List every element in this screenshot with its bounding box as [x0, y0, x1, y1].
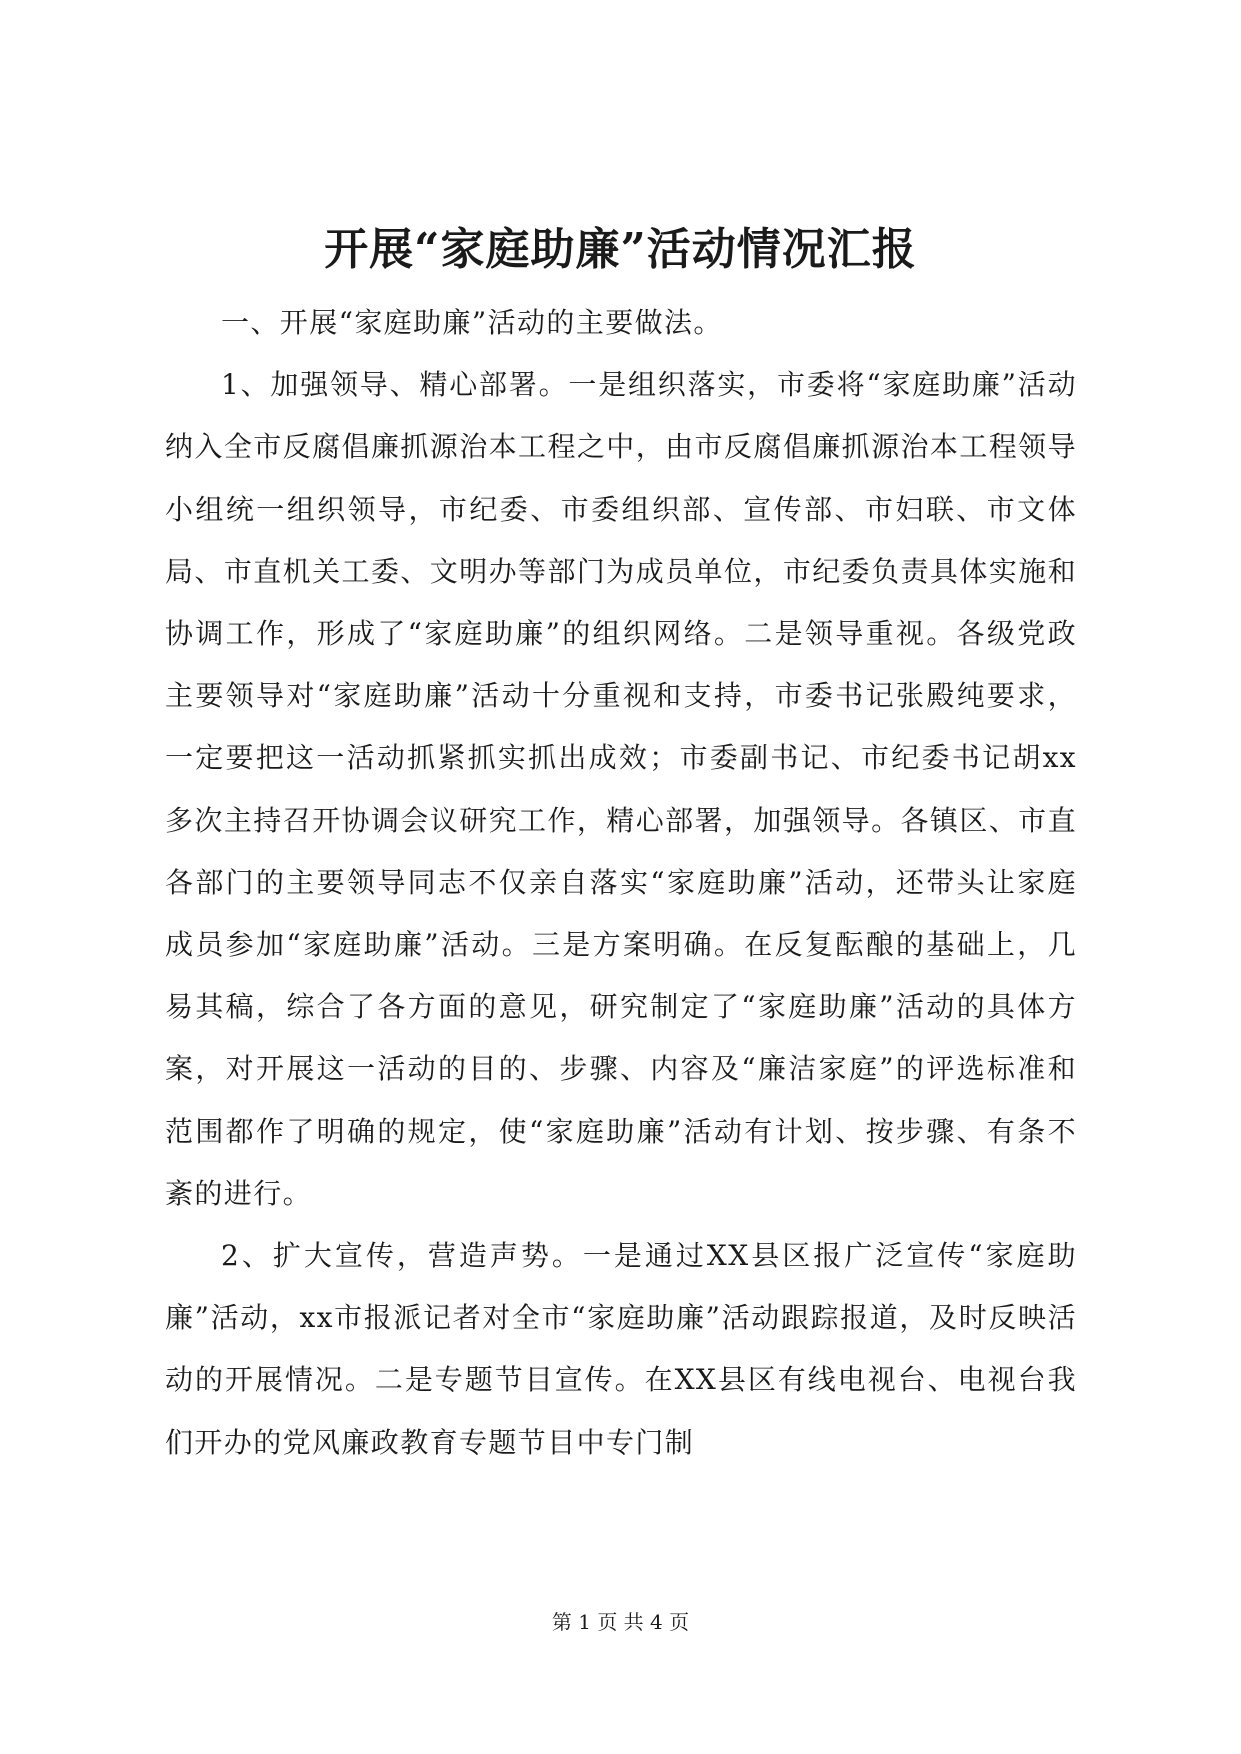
paragraph-publicity: 2、扩大宣传，营造声势。一是通过XX县区报广泛宣传“家庭助廉”活动，xx市报派记者对全市“家庭助廉”活动跟踪报道，及时反映活动的开展情况。二是专题节目宣传。在XX县区有线电视台、电视台我们开办的党风廉政教育专题节目中专门制	[165, 1239, 1077, 1459]
paragraph-leadership: 1、加强领导、精心部署。一是组织落实，市委将“家庭助廉”活动纳入全市反腐倡廉抓源治本工程之中，由市反腐倡廉抓源治本工程领导小组统一组织领导，市纪委、市委组织部、宣传部、市妇联、市文体局、市直机关工委、文明办等部门为成员单位，市纪委负责具体实施和协调工作，形成了“家庭助廉”的组织网络。二是领导重视。各级党政主要领导对“家庭助廉”活动十分重视和支持，市委书记张殿纯要求，一定要把这一活动抓紧抓实抓出成效；市委副书记、市纪委书记胡xx多次主持召开协调会议研究工作，精心部署，加强领导。各镇区、市直各部门的主要领导同志不仅亲自落实“家庭助廉”活动，还带头让家庭成员参加“家庭助廉”活动。三是方案明确。在反复酝酿的基础上，几易其稿，综合了各方面的意见，研究制定了“家庭助廉”活动的具体方案，对开展这一活动的目的、步骤、内容及“廉洁家庭”的评选标准和范围都作了明确的规定，使“家庭助廉”活动有计划、按步骤、有条不紊的进行。	[165, 368, 1077, 1210]
paragraph-section-heading: 一、开展“家庭助廉”活动的主要做法。	[221, 306, 723, 339]
page-title: 开展“家庭助廉”活动情况汇报	[324, 224, 917, 275]
document-body	[165, 292, 1077, 1474]
page-number-footer: 第 1 页 共 4 页	[551, 1610, 690, 1634]
